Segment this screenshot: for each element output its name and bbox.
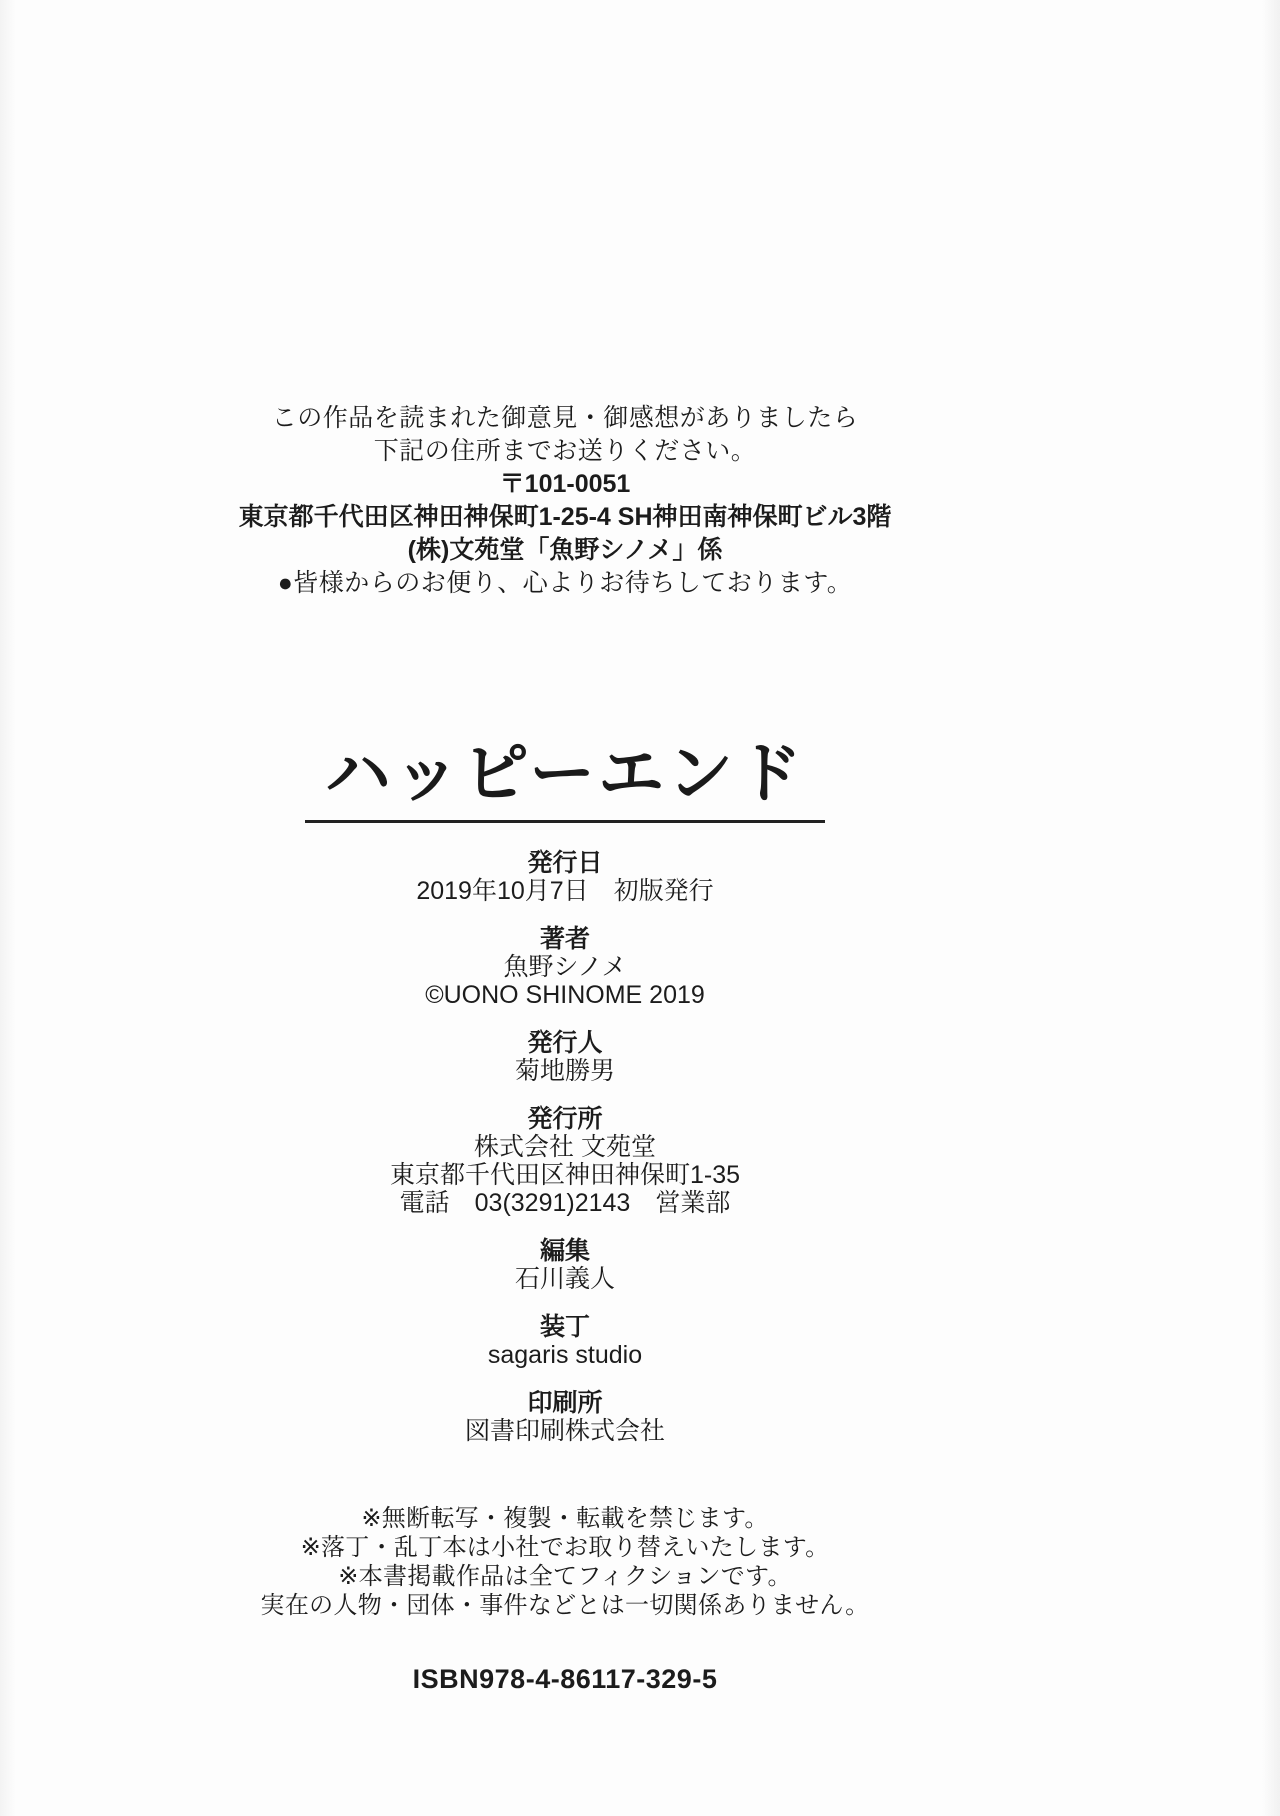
section-publisher-person (0, 1029, 1130, 1085)
section-publishing-house (0, 1105, 1130, 1217)
reader-feedback-block (0, 402, 1130, 600)
section-book-design (0, 1313, 1130, 1369)
notice-no-reproduction: ※無断転写・複製・転載を禁じます。 (361, 1505, 769, 1532)
title-block (0, 740, 1130, 823)
feedback-intro-line2: 下記の住所までお送りください。 (373, 437, 757, 465)
isbn-number: ISBN978-4-86117-329-5 (412, 1664, 718, 1694)
colophon-details (0, 849, 1130, 1445)
notice-fiction: ※本書掲載作品は全てフィクションです。 (338, 1563, 792, 1590)
book-design-studio: sagaris studio (487, 1341, 643, 1369)
title-underline (305, 740, 825, 823)
editor-name: 石川義人 (514, 1265, 615, 1293)
copyright-line: ©UONO SHINOME 2019 (425, 981, 705, 1009)
notice-fiction-continued: 実在の人物・団体・事件などとは一切関係ありません。 (260, 1592, 870, 1619)
publisher-address: 東京都千代田区神田神保町1-25-4 SH神田南神保町ビル3階 (238, 503, 892, 531)
legal-notices (0, 1504, 1130, 1620)
publishing-house-address: 東京都千代田区神田神保町1-35 (389, 1161, 741, 1189)
postal-code: 〒101-0051 (499, 470, 631, 498)
section-label: 印刷所 (527, 1389, 603, 1417)
book-title: ハッピーエンド (324, 738, 806, 811)
feedback-note: ●皆様からのお便り、心よりお待ちしております。 (277, 569, 853, 597)
notice-defective-copies: ※落丁・乱丁本は小社でお取り替えいたします。 (300, 1534, 830, 1561)
feedback-intro-line1: この作品を読まれた御意見・御感想がありましたら (271, 404, 859, 432)
section-label: 装丁 (539, 1313, 590, 1341)
author-name: 魚野シノメ (503, 953, 627, 981)
publisher-person-name: 菊地勝男 (514, 1057, 615, 1085)
printer-name: 図書印刷株式会社 (464, 1417, 665, 1445)
section-label: 発行日 (527, 849, 603, 877)
publishing-house-phone: 電話 03(3291)2143 営業部 (399, 1189, 731, 1217)
section-author (0, 925, 1130, 1009)
section-label: 発行所 (527, 1105, 603, 1133)
section-publication-date (0, 849, 1130, 905)
publishing-house-name: 株式会社 文苑堂 (474, 1133, 656, 1161)
mail-recipient: (株)文苑堂「魚野シノメ」係 (407, 536, 723, 564)
section-editor (0, 1237, 1130, 1293)
section-printer (0, 1389, 1130, 1445)
section-label: 編集 (539, 1237, 590, 1265)
section-label: 著者 (539, 925, 590, 953)
publication-date-value: 2019年10月7日 初版発行 (416, 877, 714, 905)
section-label: 発行人 (527, 1029, 603, 1057)
